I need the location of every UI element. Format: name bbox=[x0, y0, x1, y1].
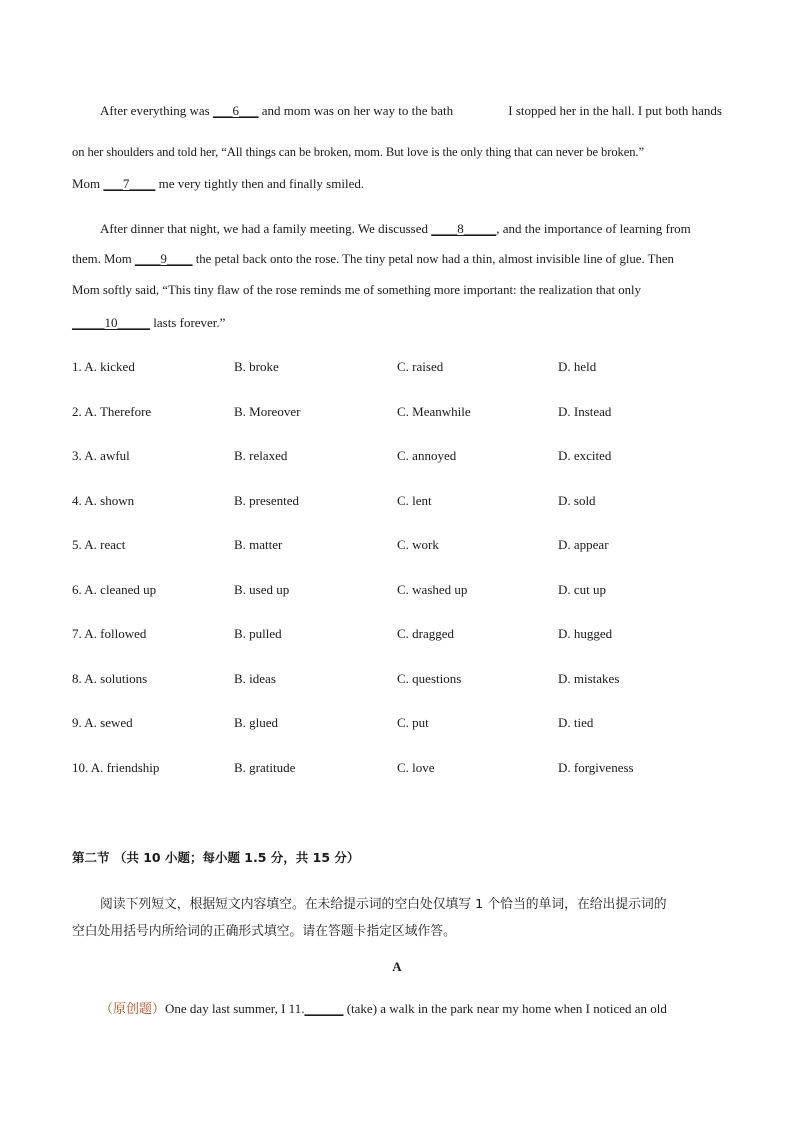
blank-6: ___6___ bbox=[213, 103, 259, 118]
option-a-text: awful bbox=[100, 448, 130, 463]
passage-text: Mom softly said, “This tiny flaw of the rose reminds me of something more important: the realization that only bbox=[72, 283, 641, 297]
blank-9: ____9____ bbox=[134, 252, 193, 266]
option-c: C. annoyed bbox=[397, 448, 457, 463]
question-number: 1. A. bbox=[72, 359, 97, 374]
section-title: 第二节 （共 10 小题；每小题 1.5 分，共 15 分） bbox=[72, 850, 360, 865]
passage-line bbox=[100, 221, 722, 237]
option-a bbox=[72, 493, 134, 509]
option-d: D. hugged bbox=[558, 626, 613, 641]
option-b: B. Moreover bbox=[234, 404, 301, 419]
option-a bbox=[72, 760, 159, 776]
passage-text: , and the importance of learning from bbox=[496, 221, 691, 236]
option-d: D. cut up bbox=[558, 582, 607, 597]
passage-text: on her shoulders and told her, “All things can be broken, mom. But love is the only thing that can never be broken.” bbox=[72, 145, 644, 159]
option-b: B. presented bbox=[234, 493, 299, 508]
question-number: 3. A. bbox=[72, 448, 97, 463]
option-row bbox=[72, 671, 722, 691]
blank-8: ____8_____ bbox=[431, 221, 497, 236]
instruction-text: 空白处用括号内所给词的正确形式填空。请在答题卡指定区域作答。 bbox=[72, 924, 456, 939]
option-c: C. washed up bbox=[397, 582, 468, 597]
option-b: B. broke bbox=[234, 359, 279, 374]
question-number: 2. A. bbox=[72, 404, 97, 419]
passage-text: Mom bbox=[72, 176, 104, 191]
passage-text: After everything was bbox=[100, 103, 213, 118]
passage-line bbox=[100, 998, 722, 1017]
option-a bbox=[72, 404, 151, 420]
passage-line bbox=[72, 315, 722, 331]
passage-text: One day last summer, I 11. bbox=[165, 1001, 305, 1016]
option-c: C. lent bbox=[397, 493, 432, 508]
passage-line bbox=[72, 145, 722, 160]
passage-line bbox=[72, 252, 722, 267]
passage-text: lasts forever.” bbox=[150, 315, 226, 330]
option-b: B. glued bbox=[234, 715, 279, 730]
passage-line bbox=[72, 176, 722, 192]
option-a-text: followed bbox=[100, 626, 147, 641]
blank-10: _____10_____ bbox=[72, 315, 150, 330]
passage-text: (take) a walk in the park near my home when I noticed an old bbox=[343, 1001, 667, 1016]
option-a bbox=[72, 537, 125, 553]
option-row bbox=[72, 582, 722, 602]
option-a bbox=[72, 671, 147, 687]
instruction-text: 阅读下列短文，根据短文内容填空。在未给提示词的空白处仅填写 1 个恰当的单词，在给出提示词的 bbox=[100, 897, 667, 912]
original-question-tag: （原创题） bbox=[100, 1002, 166, 1017]
part-label: A bbox=[392, 959, 402, 974]
option-row bbox=[72, 448, 722, 468]
option-c: C. raised bbox=[397, 359, 444, 374]
option-c: C. love bbox=[397, 760, 435, 775]
option-a-text: Therefore bbox=[99, 404, 152, 419]
option-d: D. appear bbox=[558, 537, 609, 552]
option-d: D. excited bbox=[558, 448, 612, 463]
option-a-text: sewed bbox=[100, 715, 133, 730]
option-a-text: friendship bbox=[106, 760, 160, 775]
passage-text: and mom was on her way to the bath bbox=[258, 103, 454, 118]
option-c: C. dragged bbox=[397, 626, 455, 641]
option-b: B. pulled bbox=[234, 626, 282, 641]
option-row bbox=[72, 404, 722, 424]
option-a bbox=[72, 359, 135, 375]
option-row bbox=[72, 493, 722, 513]
passage-text: the petal back onto the rose. The tiny petal now had a thin, almost invisible line of glue. Then bbox=[192, 252, 674, 266]
option-d: D. held bbox=[558, 359, 597, 374]
option-a-text: kicked bbox=[100, 359, 135, 374]
option-d: D. sold bbox=[558, 493, 596, 508]
option-a-text: cleaned up bbox=[100, 582, 157, 597]
option-d: D. Instead bbox=[558, 404, 612, 419]
option-b: B. ideas bbox=[234, 671, 276, 686]
question-number: 10. A. bbox=[72, 760, 104, 775]
option-a-text: react bbox=[100, 537, 126, 552]
option-a bbox=[72, 626, 146, 642]
passage-text: them. Mom bbox=[72, 252, 135, 266]
option-row bbox=[72, 537, 722, 557]
option-row bbox=[72, 626, 722, 646]
option-b: B. matter bbox=[234, 537, 283, 552]
passage-line bbox=[72, 283, 722, 298]
option-c: C. Meanwhile bbox=[397, 404, 471, 419]
blank-7: ___7____ bbox=[103, 176, 156, 191]
blank-11: ______ bbox=[304, 1001, 344, 1016]
option-a-text: solutions bbox=[100, 671, 148, 686]
option-a bbox=[72, 582, 156, 598]
question-number: 8. A. bbox=[72, 671, 97, 686]
option-row bbox=[72, 760, 722, 780]
option-b: B. gratitude bbox=[234, 760, 296, 775]
option-b: B. used up bbox=[234, 582, 290, 597]
option-c: C. put bbox=[397, 715, 429, 730]
option-row bbox=[72, 715, 722, 735]
question-number: 5. A. bbox=[72, 537, 97, 552]
option-row bbox=[72, 359, 722, 379]
instruction-line bbox=[100, 893, 722, 912]
passage-text: me very tightly then and finally smiled. bbox=[155, 176, 365, 191]
question-number: 7. A. bbox=[72, 626, 97, 641]
passage-text: I stopped her in the hall. I put both hands bbox=[508, 103, 722, 118]
passage-line bbox=[100, 103, 722, 119]
instruction-line bbox=[72, 920, 722, 939]
option-b: B. relaxed bbox=[234, 448, 288, 463]
option-c: C. work bbox=[397, 537, 439, 552]
question-number: 9. A. bbox=[72, 715, 97, 730]
option-d: D. mistakes bbox=[558, 671, 620, 686]
option-c: C. questions bbox=[397, 671, 462, 686]
option-d: D. forgiveness bbox=[558, 760, 634, 775]
option-a bbox=[72, 448, 130, 464]
option-d: D. tied bbox=[558, 715, 594, 730]
passage-text: After dinner that night, we had a family meeting. We discussed bbox=[100, 221, 432, 236]
option-a bbox=[72, 715, 133, 731]
question-number: 6. A. bbox=[72, 582, 97, 597]
question-number: 4. A. bbox=[72, 493, 97, 508]
option-a-text: shown bbox=[100, 493, 135, 508]
